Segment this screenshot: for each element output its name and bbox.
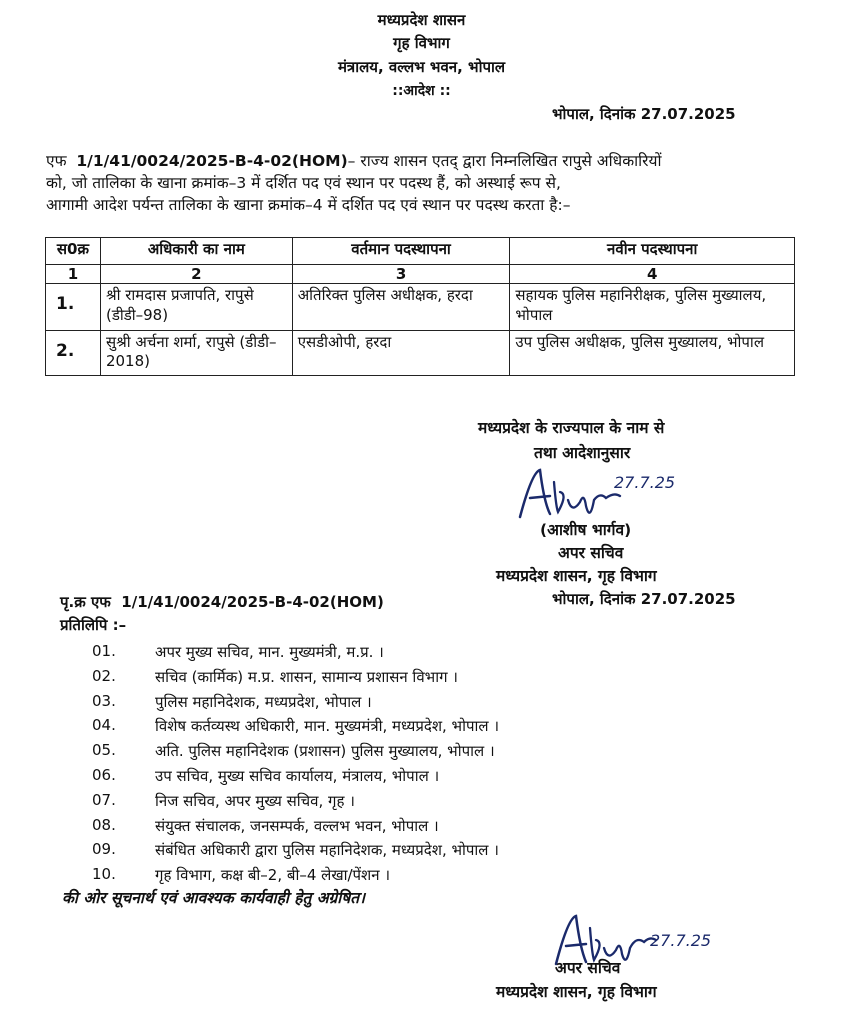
- list-item: [92, 840, 499, 865]
- list-item: [92, 692, 499, 717]
- signatory-2-designation: अपर सचिव: [555, 959, 621, 977]
- row-officer-name: श्री रामदास प्रजापति, रापुसे (डीडी–98): [100, 284, 292, 331]
- copy-recipient: विशेष कर्तव्यस्थ अधिकारी, मान. मुख्यमंत्री, मध्यप्रदेश, भोपाल ।: [155, 717, 500, 736]
- signature-2-text: ABhy: [737, 975, 740, 976]
- list-item: [92, 766, 499, 791]
- authority-line-1: मध्यप्रदेश के राज्यपाल के नाम से: [478, 419, 665, 437]
- index-cell: 1: [46, 265, 101, 284]
- copy-recipient: गृह विभाग, कक्ष बी–2, बी–4 लेखा/पेंशन ।: [155, 866, 391, 885]
- list-item: [92, 642, 499, 667]
- header-serial-number: स0क्र: [46, 238, 101, 265]
- order-body-line-1: [46, 150, 746, 172]
- header-address: मंत्रालय, वल्लभ भवन, भोपाल: [337, 58, 506, 76]
- row-current-posting: एसडीओपी, हरदा: [292, 331, 510, 376]
- authority-line-2: तथा आदेशानुसार: [534, 444, 631, 462]
- copy-number: 10.: [92, 865, 116, 884]
- header-order-title: ::आदेश ::: [392, 83, 451, 99]
- row-serial-number: 2.: [46, 331, 101, 376]
- index-cell: 3: [292, 265, 510, 284]
- order-place-date: भोपाल, दिनांक 27.07.2025: [552, 105, 736, 123]
- row-new-posting: सहायक पुलिस महानिरीक्षक, पुलिस मुख्यालय, भोपाल: [510, 284, 795, 331]
- table-row: [46, 331, 795, 376]
- table-index-row: [46, 265, 795, 284]
- copy-recipient: अपर मुख्य सचिव, मान. मुख्यमंत्री, म.प्र. ।: [155, 643, 384, 661]
- copy-recipient: उप सचिव, मुख्य सचिव कार्यालय, मंत्रालय, भोपाल ।: [155, 766, 440, 785]
- row-serial-number: 1.: [46, 284, 101, 331]
- table-row: [46, 284, 795, 331]
- copy-recipient: सचिव (कार्मिक) म.प्र. शासन, सामान्य प्रशासन विभाग ।: [155, 667, 458, 686]
- posting-table: [45, 237, 795, 376]
- copy-number: 07.: [92, 790, 116, 809]
- signature-1-date: 27.7.25: [614, 473, 676, 492]
- row-officer-name: सुश्री अर्चना शर्मा, रापुसे (डीडी–2018): [100, 331, 292, 376]
- header-state-government: मध्यप्रदेश शासन: [377, 11, 466, 29]
- list-item: [92, 716, 499, 741]
- order-body-line-2: को, जो तालिका के खाना क्रमांक–3 में दर्शित पद एवं स्थान पर पदस्थ हैं, को अस्थाई रूप से,: [46, 174, 561, 192]
- copy-number: 04.: [92, 716, 116, 735]
- header-department: गृह विभाग: [393, 34, 450, 52]
- endorsement-prefix: पृ.क्र एफ: [60, 593, 111, 611]
- signatory-1-name: (आशीष भार्गव): [540, 521, 632, 539]
- copy-number: 03.: [92, 691, 116, 710]
- copy-recipient: संबंधित अधिकारी द्वारा पुलिस महानिदेशक, मध्यप्रदेश, भोपाल ।: [155, 841, 499, 860]
- copy-list: [92, 642, 499, 890]
- signatory-2-department: मध्यप्रदेश शासन, गृह विभाग: [496, 983, 657, 1001]
- list-item: [92, 741, 499, 766]
- order-body: [46, 150, 746, 216]
- row-new-posting: उप पुलिस अधीक्षक, पुलिस मुख्यालय, भोपाल: [510, 331, 795, 376]
- copy-recipient: पुलिस महानिदेशक, मध्यप्रदेश, भोपाल ।: [155, 692, 372, 711]
- signature-2-date: 27.7.25: [650, 931, 712, 950]
- copy-number: 09.: [92, 840, 116, 859]
- copy-heading: प्रतिलिपि :–: [60, 616, 127, 634]
- index-cell: 4: [510, 265, 795, 284]
- header-officer-name: अधिकारी का नाम: [100, 238, 292, 265]
- signatory-1-department: मध्यप्रदेश शासन, गृह विभाग: [496, 567, 657, 585]
- list-item: [92, 791, 499, 816]
- order-body-line-3: आगामी आदेश पर्यन्त तालिका के खाना क्रमांक–4 में दर्शित पद एवं स्थान पर पदस्थ करता है:–: [46, 196, 571, 214]
- order-body-text-1: – राज्य शासन एतद् द्वारा निम्नलिखित रापुसे अधिकारियों: [347, 152, 662, 170]
- order-prefix: एफ: [46, 152, 67, 170]
- endorsement-place-date: भोपाल, दिनांक 27.07.2025: [552, 590, 736, 608]
- copy-number: 01.: [92, 642, 116, 660]
- copy-number: 05.: [92, 741, 116, 760]
- copy-recipient: निज सचिव, अपर मुख्य सचिव, गृह ।: [155, 791, 355, 810]
- copy-recipient: अति. पुलिस महानिदेशक (प्रशासन) पुलिस मुख्यालय, भोपाल ।: [155, 742, 495, 761]
- header-current-posting: वर्तमान पदस्थापना: [292, 238, 510, 265]
- copy-number: 08.: [92, 815, 116, 834]
- table-header-row: [46, 238, 795, 265]
- copy-number: 02.: [92, 666, 116, 685]
- copy-number: 06.: [92, 765, 116, 784]
- signature-1-text: ABhy: [710, 531, 713, 532]
- endorsement-file-number: 1/1/41/0024/2025-B-4-02(HOM): [121, 593, 384, 611]
- order-file-number: 1/1/41/0024/2025-B-4-02(HOM): [76, 152, 348, 170]
- endorsement-number: [60, 592, 384, 612]
- closing-line: की ओर सूचनार्थ एवं आवश्यक कार्यवाही हेतु अग्रेषित।: [62, 889, 365, 907]
- list-item: [92, 816, 499, 841]
- row-current-posting: अतिरिक्त पुलिस अधीक्षक, हरदा: [292, 284, 510, 331]
- header-new-posting: नवीन पदस्थापना: [510, 238, 795, 265]
- list-item: [92, 667, 499, 692]
- copy-recipient: संयुक्त संचालक, जनसम्पर्क, वल्लभ भवन, भोपाल ।: [155, 816, 439, 835]
- index-cell: 2: [100, 265, 292, 284]
- signatory-1-designation: अपर सचिव: [558, 544, 624, 562]
